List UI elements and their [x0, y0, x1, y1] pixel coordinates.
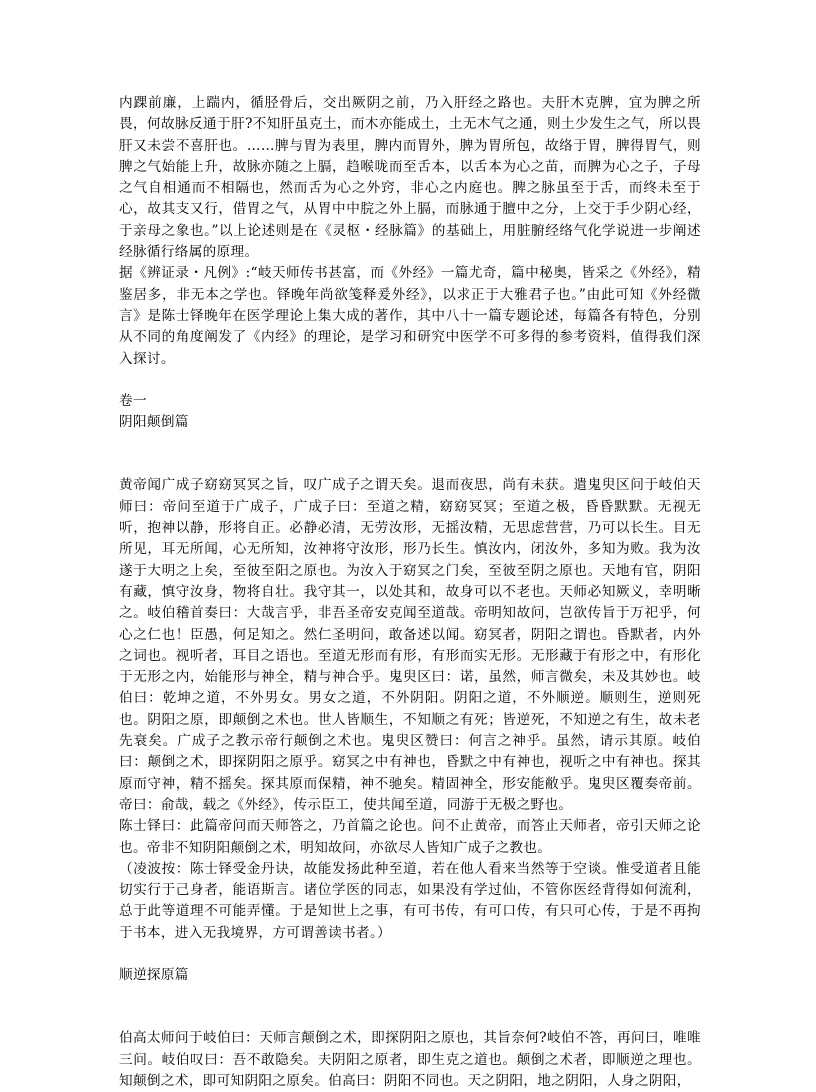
paragraph-editor-note: （凌波按：陈士铎受金丹诀，故能发扬此种至道，若在他人看来当然等于空谈。惟受道者且能切实行于己身者，能语斯言。诸位学医的同志，如果没有学过仙，不管你医经背得如何流利，总于此等道理不可能弄懂。于是知世上之事，有可书传，有可口传，有只可心传，于是不再拘于书本，进入无我境界，方可谓善读书者。）	[119, 860, 701, 941]
paragraph-dialogue: 黄帝闻广成子窈窈冥冥之旨，叹广成子之谓天矣。退而夜思，尚有未获。遣鬼臾区问于岐伯天师曰：帝问至道于广成子，广成子曰：至道之精，窈窈冥冥；至道之极，昏昏默默。无视无听，抱神以静，形将自正。必静必清，无劳汝形，无摇汝精，无思虑营营，乃可以长生。目无所见，耳无所闻，心无所知，汝神将守汝形，形乃长生。慎汝内，闭汝外，多知为败。我为汝遂于大明之上矣，至彼至阳之原也。为汝入于窈冥之门矣，至彼至阴之原也。天地有官，阴阳有藏，慎守汝身，物将自壮。我守其一，以处其和，故身可以不老也。天师必知厥义，幸明晰之。岐伯稽首奏曰：大哉言乎，非吾圣帝安克闻至道哉。帝明知故问，岂欲传旨于万祀乎，何心之仁也！臣愚，何足知之。然仁圣明问，敢备述以闻。窈冥者，阴阳之谓也。昏默者，内外之词也。视听者，耳目之语也。至道无形而有形，有形而实无形。无形藏于有形之中，有形化于无形之内，始能形与神全，精与神合乎。鬼臾区曰：诺，虽然，师言微矣，未及其妙也。岐伯曰：乾坤之道，不外男女。男女之道，不外阴阳。阴阳之道，不外顺逆。顺则生，逆则死也。阴阳之原，即颠倒之术也。世人皆顺生，不知顺之有死；皆逆死，不知逆之有生，故未老先衰矣。广成子之教示帝行颠倒之术也。鬼臾区赞曰：何言之神乎。虽然，请示其原。岐伯曰：颠倒之术，即探阴阳之原乎。窈冥之中有神也，昏默之中有神也，视听之中有神也。探其原而守神，精不摇矣。探其原而保精，神不驰矣。精固神全，形安能敝乎。鬼臾区覆奏帝前。帝曰：俞哉，载之《外经》，传示臣工，使共闻至道，同游于无极之野也。	[119, 477, 701, 813]
paragraph-chen-shiduo-commentary: 陈士铎曰：此篇帝问而天师答之，乃首篇之论也。问不止黄帝，而答止天师者，帝引天师之论也。帝非不知阴阳颠倒之术，明知故问，亦欲尽人皆知广成子之教也。	[119, 818, 701, 856]
paragraph-meridian-commentary: 内踝前廉，上踹内，循胫骨后，交出厥阴之前，乃入肝经之路也。夫肝木克脾，宜为脾之所畏，何故脉反通于肝?不知肝虽克土，而木亦能成土，土无木气之通，则土少发生之气，所以畏肝又未尝不喜肝也。……脾与胃为表里，脾内而胃外，脾为胃所包，故络于胃，脾得胃气，则脾之气始能上升，故脉亦随之上膈，趋喉咙而至舌本，以舌本为心之苗，而脾为心之子，子母之气自相通而不相隔也，然而舌为心之外窍，非心之内庭也。脾之脉虽至于舌，而终未至于心，故其支又行，借胃之气，从胃中中脘之外上膈，而脉通于膻中之分，上交于手少阴心经，于亲母之象也。”以上论述则是在《灵枢・经脉篇》的基础上，用脏腑经络气化学说进一步阐述经脉循行络属的原理。	[119, 95, 701, 261]
chapter-title-yin-yang-inversion: 阴阳颠倒篇	[119, 414, 189, 431]
paragraph-introduction: 据《辨证录・凡例》:“岐天师传书甚富，而《外经》一篇尤奇，篇中秘奥，皆采之《外经》，精鉴居多，非无本之学也。铎晚年尚欲笺释爰外经》，以求正于大雅君子也。”由此可知《外经微言》是陈士铎晚年在医学理论上集大成的著作，其中八十一篇专题论述，每篇各有特色，分别从不同的角度阐发了《内经》的理论，是学习和研究中医学不可多得的参考资料，值得我们深入探讨。	[119, 265, 701, 367]
spacer	[119, 986, 701, 1028]
document-page	[119, 93, 701, 1092]
paragraph-bogao-dialogue: 伯高太师问于岐伯曰：天师言颠倒之术，即探阴阳之原也，其旨奈何?岐伯不答，再问曰，唯唯三问。岐伯叹曰：吾不敢隐矣。夫阴阳之原者，即生克之道也。颠倒之术者，即顺逆之理也。知颠倒之术，即可知阴阳之原矣。伯高曰：阴阳不同也。天之阴阳，地之阴阳，人身之阴阳，	[119, 1030, 701, 1089]
spacer	[119, 370, 701, 391]
spacer	[119, 944, 701, 965]
chapter-title-exploring-origin: 顺逆探原篇	[119, 966, 189, 983]
spacer	[119, 433, 701, 475]
volume-heading: 卷一	[119, 392, 147, 409]
